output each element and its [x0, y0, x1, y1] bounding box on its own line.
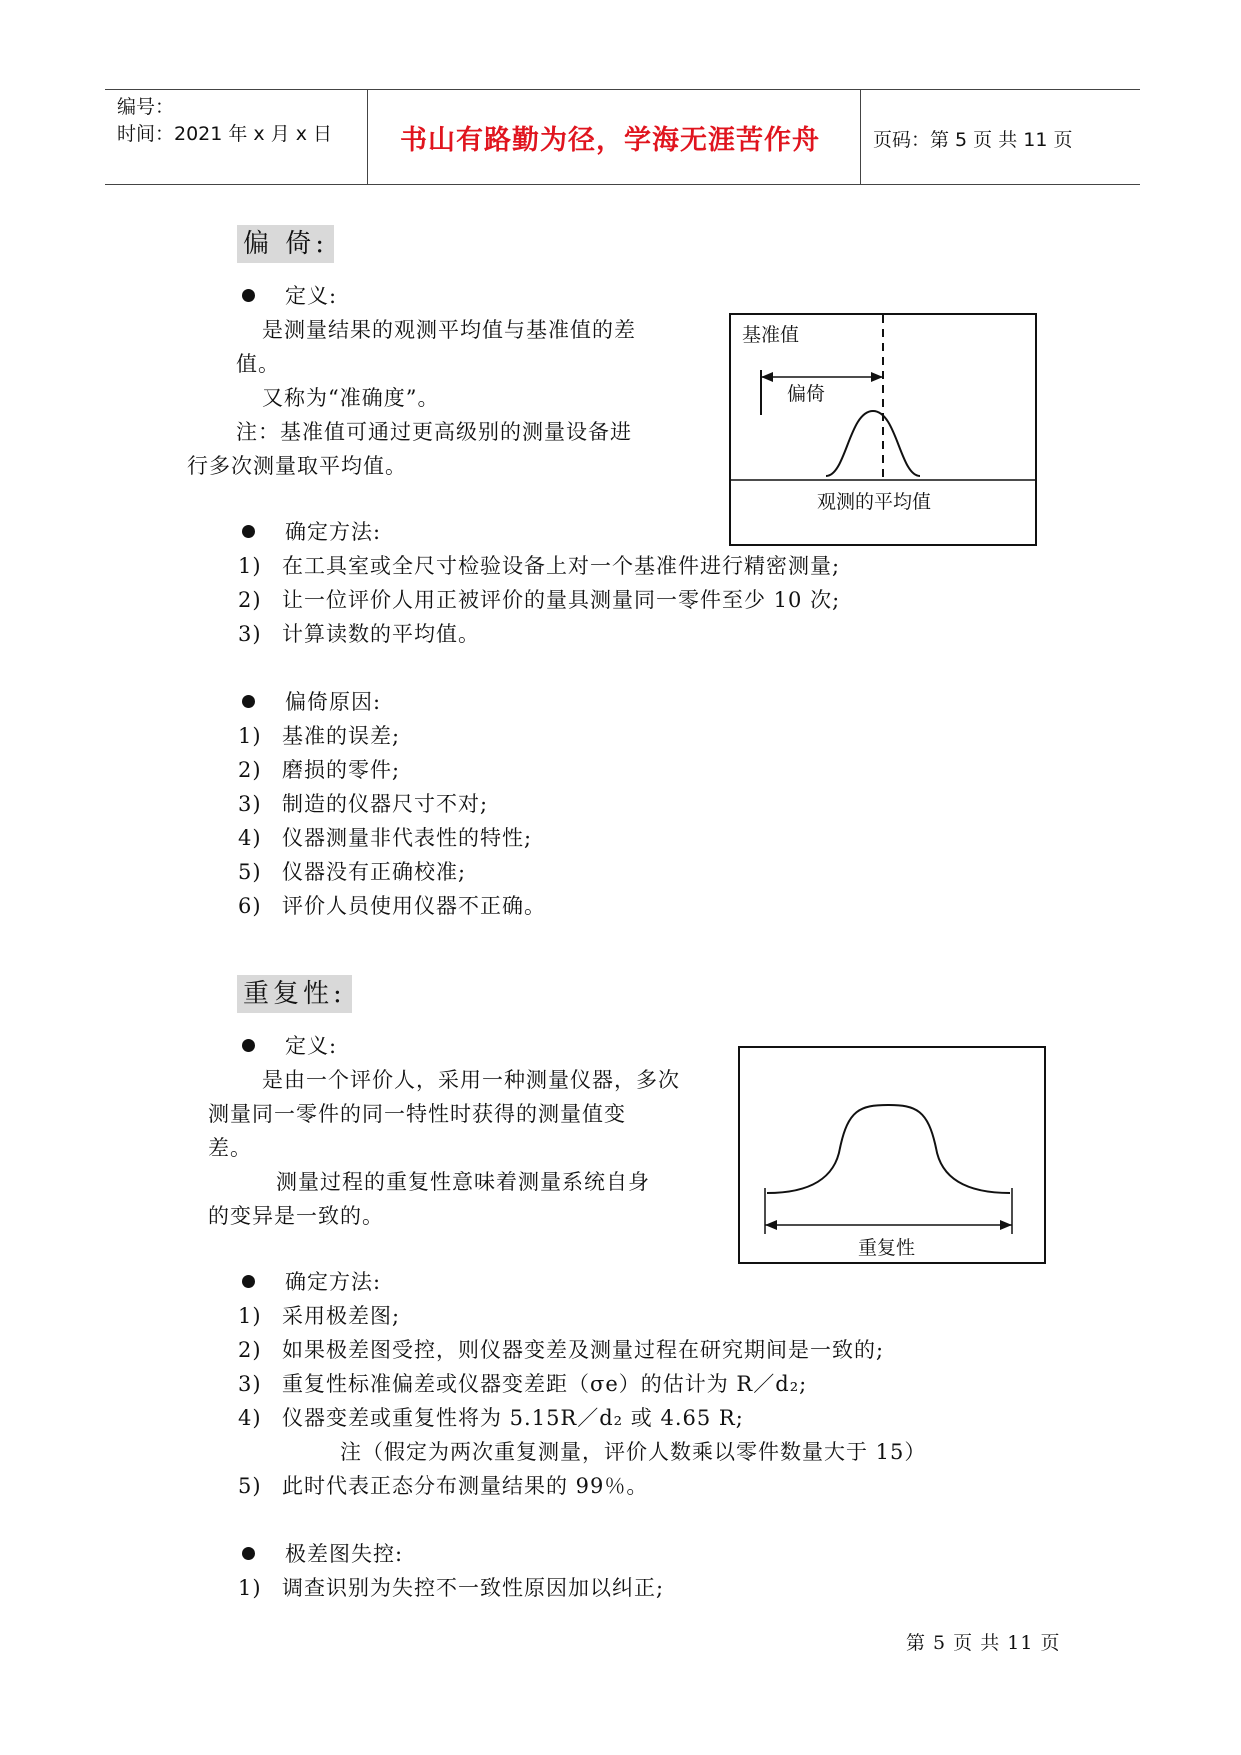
header-motto: 书山有路勤为径，学海无涯苦作舟 — [400, 125, 820, 156]
bullet-icon — [242, 1275, 255, 1288]
bias-note-line2: 行多次测量取平均值。 — [187, 454, 407, 478]
header-page-label: 页码：第 5 页 共 11 页 — [873, 129, 1073, 151]
repeatability-definition-line1: 是由一个评价人，采用一种测量仪器，多次 — [262, 1068, 680, 1092]
bias-alias: 又称为“准确度”。 — [262, 386, 440, 410]
repeatability-method-item: 5) 此时代表正态分布测量结果的 99％。 — [238, 1474, 649, 1498]
bias-method-title-row — [242, 516, 381, 548]
bias-cause-item: 2) 磨损的零件; — [238, 758, 401, 782]
bias-method-item: 1) 在工具室或全尺寸检验设备上对一个基准件进行精密测量; — [238, 554, 841, 578]
bias-cause-item: 1) 基准的误差; — [238, 724, 401, 748]
bullet-icon — [242, 289, 255, 302]
repeatability-method-item: 2) 如果极差图受控，则仪器变差及测量过程在研究期间是一致的; — [238, 1338, 885, 1362]
bullet-icon — [242, 695, 255, 708]
repeatability-meaning-line2: 的变异是一致的。 — [208, 1204, 384, 1228]
distribution-curve — [826, 411, 920, 476]
repeatability-figure-graphic — [740, 1048, 1044, 1262]
out-of-control-title: 极差图失控: — [285, 1542, 404, 1566]
repeatability-method-title-row — [242, 1266, 381, 1298]
repeatability-meaning-line1: 测量过程的重复性意味着测量系统自身 — [276, 1170, 650, 1194]
arrow-head-left — [761, 372, 773, 382]
bullet-icon — [242, 1547, 255, 1560]
bias-definition-line1: 是测量结果的观测平均值与基准值的差 — [262, 318, 636, 342]
header-time-label: 时间：2021 年 x 月 x 日 — [117, 123, 333, 145]
bias-method-item: 2) 让一位评价人用正被评价的量具测量同一零件至少 10 次; — [238, 588, 841, 612]
bias-causes-title-row — [242, 686, 381, 718]
reference-label: 基准值 — [742, 324, 800, 346]
bullet-icon — [242, 1039, 255, 1052]
repeatability-definition-line2: 测量同一零件的同一特性时获得的测量值变 — [208, 1102, 626, 1126]
repeatability-heading: 重复性: — [237, 975, 352, 1013]
repeatability-definition-title-row — [242, 1030, 337, 1062]
repeatability-method-title: 确定方法: — [285, 1270, 382, 1294]
bias-method-item: 3) 计算读数的平均值。 — [238, 622, 480, 646]
bias-cause-item: 6) 评价人员使用仪器不正确。 — [238, 894, 546, 918]
bias-causes-title: 偏倚原因: — [285, 690, 382, 714]
arrow-head-right — [871, 372, 883, 382]
bias-method-title: 确定方法: — [285, 520, 382, 544]
repeatability-method-item: 1) 采用极差图; — [238, 1304, 401, 1328]
header-code-label: 编号： — [117, 96, 175, 118]
bias-heading: 偏 倚: — [237, 225, 334, 263]
bias-label: 偏倚 — [787, 383, 826, 405]
mean-label: 观测的平均值 — [817, 491, 932, 513]
repeatability-definition-line3: 差。 — [208, 1136, 252, 1160]
repeatability-method-item: 4) 仪器变差或重复性将为 5.15R／d₂ 或 4.65 R; — [238, 1406, 744, 1430]
repeatability-method-item: 3) 重复性标准偏差或仪器变差距（σe）的估计为 R／d₂; — [238, 1372, 808, 1396]
out-of-control-item: 1) 调查识别为失控不一致性原因加以纠正; — [238, 1576, 665, 1600]
bias-definition-title: 定义: — [285, 284, 338, 308]
page-header — [105, 89, 1140, 185]
repeatability-figure — [738, 1046, 1046, 1264]
out-of-control-title-row — [242, 1538, 403, 1570]
header-meta — [117, 94, 332, 148]
header-divider — [860, 90, 861, 184]
bias-cause-item: 5) 仪器没有正确校准; — [238, 860, 467, 884]
bullet-icon — [242, 525, 255, 538]
bias-figure — [729, 313, 1037, 546]
repeatability-method-note: 注（假定为两次重复测量，评价人数乘以零件数量大于 15） — [340, 1440, 927, 1464]
bias-definition-title-row — [242, 280, 337, 312]
distribution-curve — [767, 1105, 1010, 1193]
arrow-head-right — [1000, 1220, 1012, 1230]
bias-definition-line2: 值。 — [236, 352, 280, 376]
bias-note-line1: 注：基准值可通过更高级别的测量设备进 — [236, 420, 632, 444]
repeatability-label: 重复性 — [858, 1237, 916, 1259]
bias-cause-item: 3) 制造的仪器尺寸不对; — [238, 792, 489, 816]
page-footer: 第 5 页 共 11 页 — [906, 1632, 1061, 1654]
arrow-head-left — [765, 1220, 777, 1230]
repeatability-definition-title: 定义: — [285, 1034, 338, 1058]
bias-cause-item: 4) 仪器测量非代表性的特性; — [238, 826, 533, 850]
